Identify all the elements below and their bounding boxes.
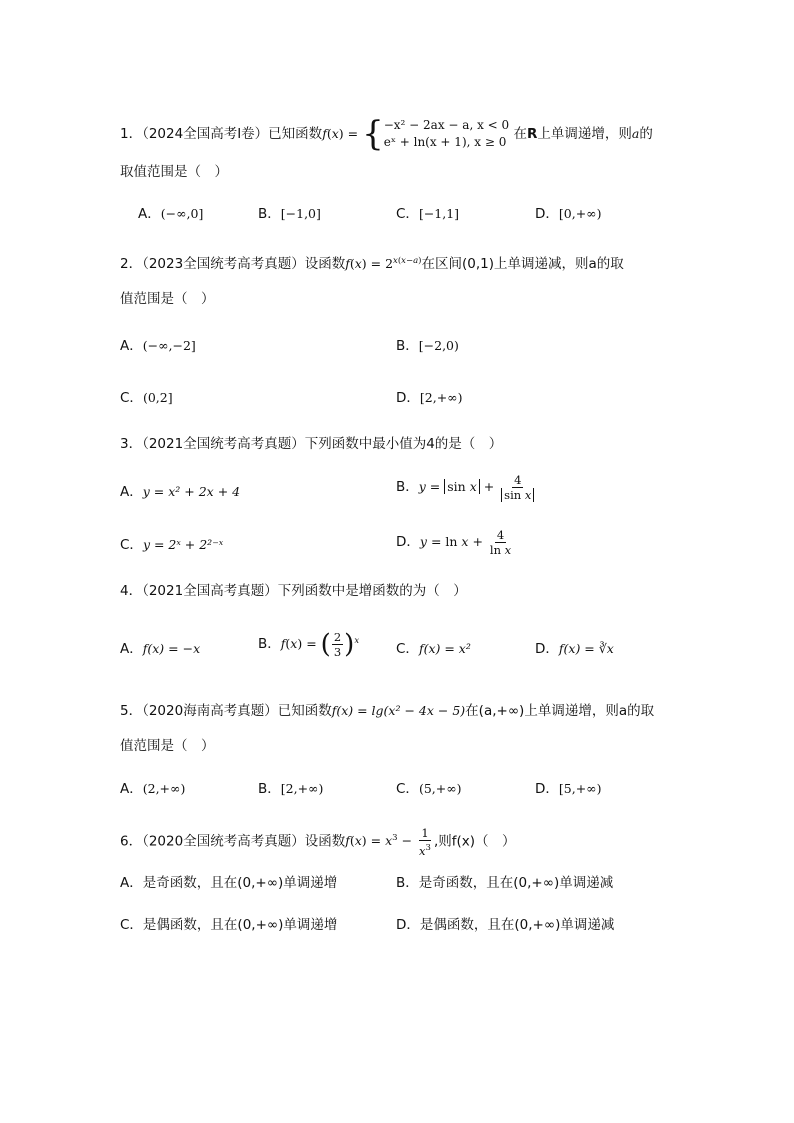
- option-2-D[interactable]: [396, 389, 462, 407]
- option-letter: A．: [120, 484, 143, 500]
- option-value: (2,+∞): [142, 781, 186, 796]
- option-4-C[interactable]: [396, 640, 471, 658]
- question-source: （2023全国统考高考真题）设函数: [142, 256, 346, 273]
- option-value: [−2,0): [418, 338, 459, 353]
- option-5-C[interactable]: [396, 780, 462, 798]
- option-value: (−∞,0]: [160, 206, 204, 221]
- option-letter: D．: [535, 781, 559, 797]
- option-letter: B．: [258, 636, 281, 652]
- function-expression: $f(x) = 2^{x(x-a)}$: [345, 256, 422, 272]
- text-tail: ,则f(x)（ ）: [433, 833, 516, 850]
- question-number: 4．: [120, 583, 143, 599]
- option-5-A[interactable]: [120, 780, 185, 798]
- question-2-line-1: [120, 252, 624, 273]
- question-4-line-1: [120, 582, 467, 600]
- question-number: 3．: [120, 436, 143, 452]
- option-5-B[interactable]: [258, 780, 323, 798]
- variable-a: a: [631, 126, 640, 141]
- option-4-D[interactable]: [535, 640, 614, 658]
- option-1-A[interactable]: [138, 205, 203, 223]
- option-letter: D．: [535, 641, 559, 657]
- option-1-C[interactable]: [396, 205, 459, 223]
- text-tail: 在区间(0,1)上单调递减，则a的取: [421, 256, 624, 273]
- question-source: （2021全国统考高考真题）下列函数中最小值为4的是（ ）: [142, 436, 503, 452]
- option-letter: C．: [396, 641, 419, 657]
- question-number: 2．: [120, 256, 143, 273]
- question-1-line-1: [120, 114, 653, 154]
- fraction: $\frac{4}{\text{ln x}}$: [489, 528, 512, 557]
- option-letter: D．: [396, 534, 420, 550]
- option-value: [−1,0]: [280, 206, 321, 221]
- fraction: $\frac{4}{\text{sin x}}$: [499, 473, 536, 502]
- question-number: 5．: [120, 703, 143, 719]
- option-letter: A．: [120, 781, 143, 797]
- option-value: (5,+∞): [418, 781, 462, 796]
- piecewise-brace: {: [362, 114, 384, 154]
- text-tail: 的: [639, 126, 653, 142]
- piecewise-function: [384, 117, 509, 151]
- option-1-B[interactable]: [258, 205, 321, 223]
- option-5-D[interactable]: [535, 780, 601, 798]
- question-source: （2020全国统考高考真题）设函数: [142, 833, 346, 850]
- option-value: y = ln x + $\frac{4}{\text{ln x}}$: [419, 528, 512, 557]
- option-2-C[interactable]: [120, 389, 173, 407]
- option-letter: C．: [396, 206, 419, 222]
- set-R: R: [526, 126, 538, 142]
- question-3-line-1: [120, 435, 502, 453]
- option-letter: A．: [120, 338, 143, 354]
- option-value: (−∞,−2]: [142, 338, 196, 353]
- option-value: [5,+∞): [558, 781, 602, 796]
- option-letter: B．: [258, 206, 281, 222]
- option-letter: C．: [120, 390, 143, 406]
- text-in: 在: [513, 126, 527, 142]
- option-value: [−1,1]: [418, 206, 460, 221]
- option-letter: B．: [396, 479, 419, 495]
- option-value: f(x) = ( $\frac{2}{3}$ )$^x$: [280, 629, 360, 660]
- option-4-A[interactable]: [120, 640, 200, 658]
- question-5-line-1: [120, 702, 654, 720]
- question-source: （2020海南高考真题）已知函数: [142, 703, 332, 719]
- option-value: f(x) = −x: [142, 641, 201, 656]
- option-6-D[interactable]: D．是偶函数，且在(0,+∞)单调递减: [396, 917, 615, 933]
- option-value: y = x² + 2x + 4: [142, 484, 241, 499]
- question-1-line-2: 取值范围是（ ）: [120, 164, 228, 180]
- option-value: f(x) = x²: [418, 641, 471, 656]
- text-increasing: 上单调递增，则: [537, 126, 632, 142]
- option-2-A[interactable]: [120, 337, 196, 355]
- option-value: y = sin x + $\frac{4}{\text{sin x}}$: [419, 479, 538, 494]
- option-3-A[interactable]: [120, 483, 240, 501]
- option-3-B[interactable]: [396, 473, 537, 502]
- option-letter: A．: [138, 206, 161, 222]
- option-6-B[interactable]: B．是奇函数，且在(0,+∞)单调递减: [396, 875, 614, 891]
- function-expression: f(x) = lg(x² − 4x − 5): [331, 703, 466, 718]
- question-number: 6．: [120, 833, 143, 850]
- option-value: [2,+∞): [280, 781, 324, 796]
- function-expression: $f(x) = x^3$ − $\frac{1}{x^3}$: [345, 826, 431, 858]
- piece-2: eˣ + ln(x + 1), x ≥ 0: [383, 135, 507, 149]
- option-6-A[interactable]: A．是奇函数，且在(0,+∞)单调递增: [120, 875, 338, 891]
- question-source: （2024全国高考Ⅰ卷）已知函数: [142, 126, 323, 142]
- option-4-B[interactable]: [258, 630, 359, 659]
- question-number: 1．: [120, 126, 143, 142]
- option-letter: B．: [396, 338, 419, 354]
- option-letter: D．: [396, 390, 420, 406]
- option-3-D[interactable]: [396, 528, 514, 557]
- option-letter: C．: [396, 781, 419, 797]
- option-1-D[interactable]: [535, 205, 601, 223]
- question-source: （2021全国高考真题）下列函数中是增函数的为（ ）: [142, 583, 467, 599]
- option-value: y = 2ˣ + 2²⁻ˣ: [142, 537, 224, 552]
- option-letter: A．: [120, 641, 143, 657]
- option-value: [0,+∞): [558, 206, 602, 221]
- option-2-B[interactable]: [396, 337, 459, 355]
- option-letter: B．: [258, 781, 281, 797]
- option-letter: C．: [120, 537, 143, 553]
- question-5-line-2: 值范围是（ ）: [120, 738, 215, 754]
- function-label: f(x) =: [322, 126, 363, 141]
- fraction: $\frac{1}{x^3}$: [419, 826, 431, 858]
- text-tail: 在(a,+∞)上单调递增，则a的取: [465, 703, 655, 719]
- question-2-line-2: 值范围是（ ）: [120, 291, 215, 307]
- option-value: (0,2]: [142, 390, 173, 405]
- piece-1: −x² − 2ax − a, x < 0: [383, 118, 510, 132]
- option-3-C[interactable]: [120, 536, 223, 554]
- option-6-C[interactable]: C．是偶函数，且在(0,+∞)单调递增: [120, 917, 338, 933]
- question-6-line-1: [120, 826, 516, 858]
- option-value: [2,+∞): [419, 390, 463, 405]
- option-letter: D．: [535, 206, 559, 222]
- fraction: $\frac{2}{3}$: [333, 630, 342, 659]
- option-value: f(x) = ∛x: [558, 641, 614, 656]
